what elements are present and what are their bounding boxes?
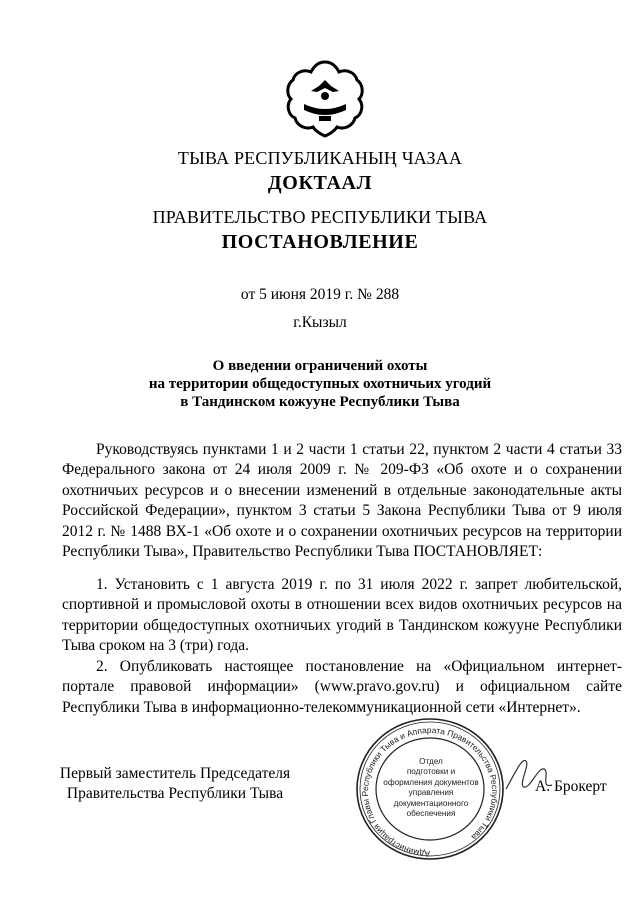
document-title-line3: в Тандинском кожууне Республики Тыва — [180, 394, 460, 410]
seal-center-line2: подготовки и — [406, 767, 456, 777]
header-title-russian: ПОСТАНОВЛЕНИЕ — [221, 231, 419, 253]
header-line-tyva: ТЫВА РЕСПУБЛИКАНЫҢ ЧАЗАА — [177, 148, 463, 168]
seal-ring-text: Администрация Главы Республики Тыва и Аппарата Правительства Республики Тыва — [359, 724, 501, 860]
seal-center-line5: документационного — [393, 798, 469, 808]
document-title-line1: О введении ограничений охоты — [212, 358, 428, 374]
signatory-name: А. Брокерт — [535, 778, 607, 795]
preamble-paragraph: Руководствуясь пунктами 1 и 2 части 1 статьи 22, пунктом 2 части 4 статьи 33 Федерального закона от 24 июля 2009 г. № 209-ФЗ «Об охоте и о сохранении охотничьих ресурсов и о внесении изменений в отдельные законодательные акты Российской Федерации», пунктом 3 статьи 5 Закона Республики Тыва от 9 июля 2012 г. № 1488 ВХ-1 «Об охоте и о сохранении охотничьих ресурсов на территории Республики Тыва», Правительство Республики Тыва ПОСТАНОВЛЯЕТ: — [62, 441, 622, 561]
document-title-line2: на территории общедоступных охотничьих угодий — [148, 376, 492, 392]
seal-center-line1: Отдел — [419, 757, 443, 766]
header-title-tyva: ДОКТААЛ — [267, 172, 373, 194]
seal-center-text — [378, 757, 484, 819]
header-line-russian: ПРАВИТЕЛЬСТВО РЕСПУБЛИКИ ТЫВА — [152, 207, 488, 227]
seal-center-line4: управления — [408, 788, 454, 798]
signatory-position-line2: Правительства Республики Тыва — [66, 785, 284, 802]
seal-center-line6: обеспечения — [406, 809, 456, 819]
document-date-number: от 5 июня 2019 г. № 288 — [240, 286, 400, 303]
signatory-position-line1: Первый заместитель Председателя — [59, 765, 291, 782]
clause-2-paragraph: 2. Опубликовать настоящее постановление на «Официальном интернет-портале правовой информации» (www.pravo.gov.ru) и официальном сайте Республики Тыва в информационно-телекоммуникационной сети «Интернет». — [62, 658, 622, 716]
seal-center-line3: оформления документов — [383, 777, 479, 787]
coat-of-arms-icon — [284, 58, 366, 140]
document-city: г.Кызыл — [293, 314, 347, 331]
signatory-position — [40, 764, 310, 804]
handwritten-signature — [500, 745, 560, 805]
clause-1-paragraph: 1. Установить с 1 августа 2019 г. по 31 июля 2022 г. запрет любительской, спортивной и промысловой охоты в отношении всех видов охотничьих ресурсов на территории общедоступных охотничьих угодий в Тандинском кожууне Республики Тыва сроком на 3 (три) года. — [62, 576, 622, 655]
